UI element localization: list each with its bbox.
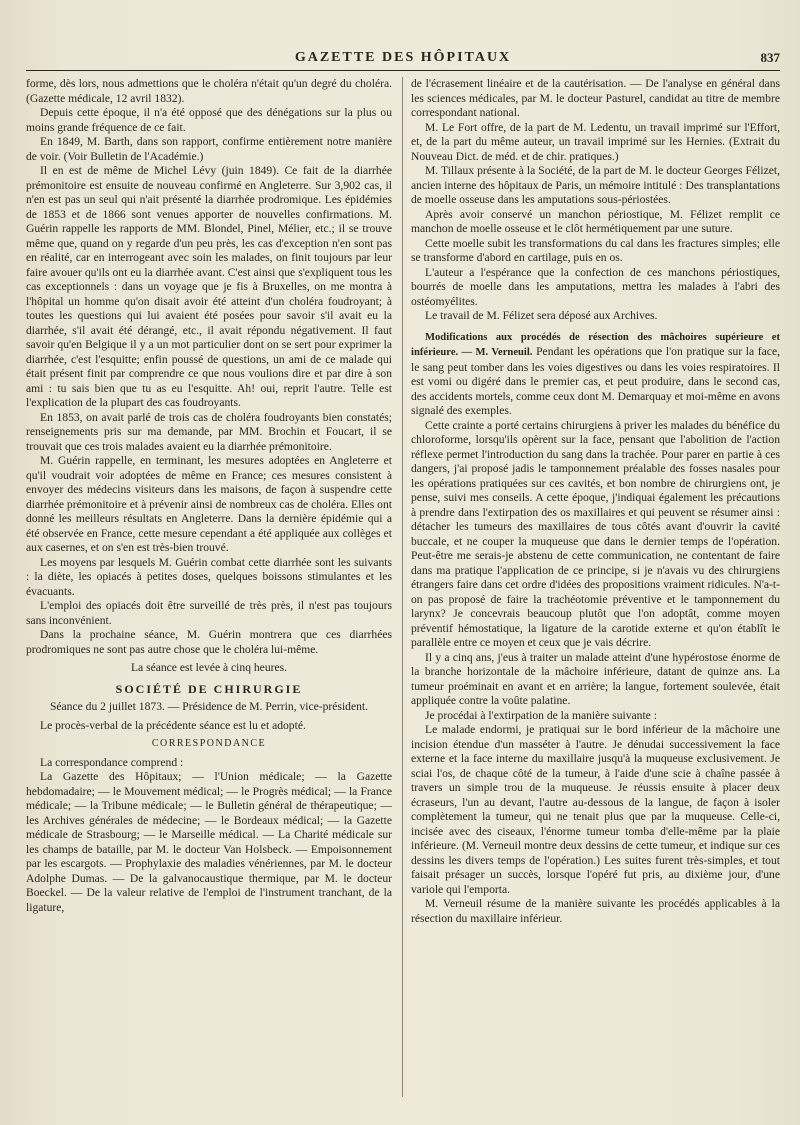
- paragraph: Après avoir conservé un manchon périostique, M. Félizet remplit ce manchon de moelle osseuse et le clôt hermétiquement par une suture.: [411, 207, 780, 235]
- paragraph: Dans la prochaine séance, M. Guérin montrera que ces diarrhées prodromiques ne sont pas autre chose que le choléra lui-même.: [26, 628, 392, 656]
- closing-line: La séance est levée à cinq heures.: [130, 661, 288, 674]
- text-columns: [26, 77, 780, 1107]
- topic-opening: Pendant les opérations que l'on pratique sur la face, le sang peut tomber dans les voies digestives ou dans les voies respiratoires. Il est vomi ou digéré dans le premier cas, et peut produire, dans le second cas, des accidents mortels, comme ceux dont M. Demarquay et moi-même en avons signalé des exemples.: [411, 345, 780, 417]
- paragraph: Cette crainte a porté certains chirurgiens à priver les malades du bénéfice du chloroforme, lorsqu'ils opèrent sur la face, pensant que l'abolition de l'action réflexe permet l'introduction du sang dans la trachée. Pour parer en partie à ces dangers, j'ai proposé jadis le tamponnement préalable des fosses nasales pour les opérations pratiquées sur ces cavités, et bon nombre de chirurgiens ont, je pense, suivi mes conseils. A cette époque, j'indiquai également les précautions à prendre dans l'extirpation des os maxillaires et qui peuvent se résumer ainsi : détacher les tumeurs des maxillaires de tous côtés avant d'ouvrir la cavité buccale, et ne couper la muqueuse que dans le dernier temps de l'opération. Peut-être me serais-je abstenu de cette communication, ne contentant de faire dans ma pratique l'application de ce principe, si je n'avais vu des chirurgiens étrangers faire dans cet ordre d'idées des propositions vraiment ridicules. N'a-t-on pas proposé de faire la trachéotomie préventive et le tamponnement du larynx? Je concevrais beaucoup plutôt que l'on adoptât, comme moyen préventif hémostatique, la ligature de la carotide externe et qu'on établît le parallèle entre ce moyen et ceux que je vais décrire.: [411, 418, 780, 649]
- paragraph: M. Tillaux présente à la Société, de la part de M. le docteur Georges Félizet, ancien interne des hôpitaux de Paris, un mémoire intitulé : Des transplantations de moelle osseuse dans les amputations sous-périostées.: [411, 164, 780, 206]
- topic-lead: Modifications aux procédés de résection des mâchoires supérieure et inférieure. — M. Verneuil.: [411, 331, 780, 358]
- topic-heading: [411, 330, 780, 419]
- section-title: SOCIÉTÉ DE CHIRURGIE: [115, 681, 303, 696]
- paragraph: Je procédai à l'extirpation de la manière suivante :: [425, 708, 657, 722]
- correspondence-title: CORRESPONDANCE: [151, 738, 267, 749]
- paragraph: Les moyens par lesquels M. Guérin combat cette diarrhée sont les suivants : la diète, les opiacés à petites doses, quelques boissons stimulantes et les évacuants.: [26, 555, 392, 598]
- paragraph: Le malade endormi, je pratiquai sur le bord inférieur de la mâchoire une incision étendue d'un masséter à l'autre. Je dénudai successivement la face externe et la face interne du maxillaire jusqu'à la muqueuse exclusivement. Je sciai l'os, de chaque côté de la tumeur, à l'aide d'une scie à chaîne passée à travers un simple trou de la muqueuse. Je réussis ensuite à placer deux écraseurs, l'un au devant, l'autre au-dessous de la langue, de façon à isoler complètement la tumeur, qui ne tenait plus que par la muqueuse. Celle-ci, incisée avec des ciseaux, l'énorme tumeur tomba d'elle-même par la plaie inférieure. (M. Verneuil montre deux dessins de cette tumeur, et indique sur ces dessins les divers temps de l'opération.) Les suites furent très-simples, et tout faisait présager un succès, lorsque l'opéré fut pris, au dixième jour, d'une variole qui l'emporta.: [411, 723, 780, 896]
- correspondence-intro: La correspondance comprend :: [40, 755, 184, 769]
- paragraph: Depuis cette époque, il n'a été opposé que des dénégations sur la plus ou moins grande fréquence de ce fait.: [26, 106, 392, 134]
- left-column: [26, 77, 392, 1107]
- paragraph: M. Verneuil résume de la manière suivante les procédés applicables à la résection du maxillaire inférieur.: [411, 897, 780, 925]
- paragraph: En 1853, on avait parlé de trois cas de choléra foudroyants bien constatés; renseignements pris sur ma demande, par MM. Brochin et Foucart, il se trouvait que ces trois malades avaient eu la diarrhée prémonitoire.: [26, 410, 392, 453]
- session-line: Séance du 2 juillet 1873. — Présidence de M. Perrin, vice-président.: [49, 700, 369, 713]
- paragraph: Cette moelle subit les transformations du cal dans les fractures simples; elle se transforme d'abord en cartilage, puis en os.: [411, 236, 780, 264]
- page-header: [26, 50, 780, 70]
- paragraph: L'auteur a l'espérance que la confection de ces manchons périostiques, bourrés de moelle dans les amputations, mettra les malades à l'abri des ostéomyélites.: [411, 265, 780, 308]
- paragraph: Il en est de même de Michel Lévy (juin 1849). Ce fait de la diarrhée prémonitoire est ensuite de nouveau confirmé en Angleterre. Sur 3,902 cas, il n'en est pas un seul qui n'ait présenté la diarrhée prodromique. Les épidémies de 1853 et de 1866 sont venues apporter de nouvelles confirmations. M. Guérin rappelle les rapports de MM. Blondel, Pinel, Mélier, etc.; il se trouve même que, quand on y regarde d'un peu près, les cas d'exception n'en sont pas en réalité, car en interrogeant avec soin les malades, on finit toujours par leur faire avouer qu'ils ont eu la diarrhée avant. C'est ainsi que s'expliquent tous les cas exceptionnels : dans un voyage que je fis à Bruxelles, on me montra à l'hôpital un homme qu'on disait avoir été atteint d'un choléra foudroyant; à toutes les questions qui lui avaient été posées pour savoir s'il avait eu la diarrhée, s'il avait été dérangé, etc., il avait répondu négativement. Il faut savoir qu'en Belgique il y a un mot particulier dont on se sert pour exprimer la diarrhée, c'est l'esquitte; enfin poussé de questions, un ami de ce malade qui était présent finit par comprendre ce que nous voulions dire et par dire à son ami : tu sais bien que tu as eu l'esquitte. Ah! oui, reprit l'autre. Telle est l'explication de la plupart des cas foudroyants.: [26, 164, 392, 409]
- header-rule: [26, 70, 780, 71]
- paragraph: M. Guérin rappelle, en terminant, les mesures adoptées en Angleterre et qu'il voudrait voir adoptées de même en France; ces mesures consistent à envoyer des médecins visiteurs dans les maisons, de façon à suspendre cette diarrhée prémonitoire et à prévenir ainsi de nombreux cas de choléra. Elles ont donné les meilleurs résultats en Angleterre. Dans la dernière épidémie qui a été observée en France, cette mesure cependant a été appliquée aux collèges et aux casernes, et on s'en est très-bien trouvé.: [26, 454, 392, 554]
- paragraph: En 1849, M. Barth, dans son rapport, confirme entièrement notre manière de voir. (Voir Bulletin de l'Académie.): [26, 135, 392, 163]
- paragraph: de l'écrasement linéaire et de la cautérisation. — De l'analyse en général dans les sciences médicales, par M. le docteur Pasturel, candidat au titre de membre correspondant national.: [411, 77, 780, 119]
- paragraph: L'emploi des opiacés doit être surveillé de très près, il n'est pas toujours sans inconvénient.: [26, 599, 392, 627]
- paragraph: forme, dès lors, nous admettions que le choléra n'était qu'un degré du choléra. (Gazette médicale, 12 avril 1832).: [26, 77, 392, 105]
- journal-title: GAZETTE DES HÔPITAUX: [294, 50, 512, 65]
- page-number: 837: [760, 50, 780, 65]
- right-column: [411, 77, 780, 1107]
- paragraph: Il y a cinq ans, j'eus à traiter un malade atteint d'une hypérostose énorme de la branche horizontale de la mâchoire inférieure, datant de quinze ans. La tumeur proéminait en avant et en arrière; la langue, fortement soulevée, était appliquée contre la voûte palatine.: [411, 650, 780, 707]
- correspondence-text: La Gazette des Hôpitaux; — l'Union médicale; — la Gazette hebdomadaire; — le Mouvement médical; — le Progrès médical; — la France médicale; — la Tribune médicale; — le Bulletin général de thérapeutique; — les Archives générales de médecine; — le Bordeaux médical; — la Gazette médicale de Strasbourg; — le Marseille médical. — La Charité médicale sur les champs de bataille, par M. le docteur Van Holsbeck. — Empoisonnement par les escargots. — Prophylaxie des maladies vénériennes, par M. le docteur Adolphe Dumas. — De la galvanocaustique thermique, par M. le docteur Boeckel. — De la valeur relative de l'emploi de l'instrument tranchant, de la ligature,: [26, 770, 392, 914]
- minutes-line: Le procès-verbal de la précédente séance est lu et adopté.: [40, 718, 306, 732]
- paragraph: M. Le Fort offre, de la part de M. Ledentu, un travail imprimé sur l'Effort, et, de la part du même auteur, un travail imprimé sur les Hernies. (Extrait du Nouveau Dict. de méd. et de chir. pratiques.): [411, 120, 780, 163]
- paragraph: Le travail de M. Félizet sera déposé aux Archives.: [425, 309, 658, 322]
